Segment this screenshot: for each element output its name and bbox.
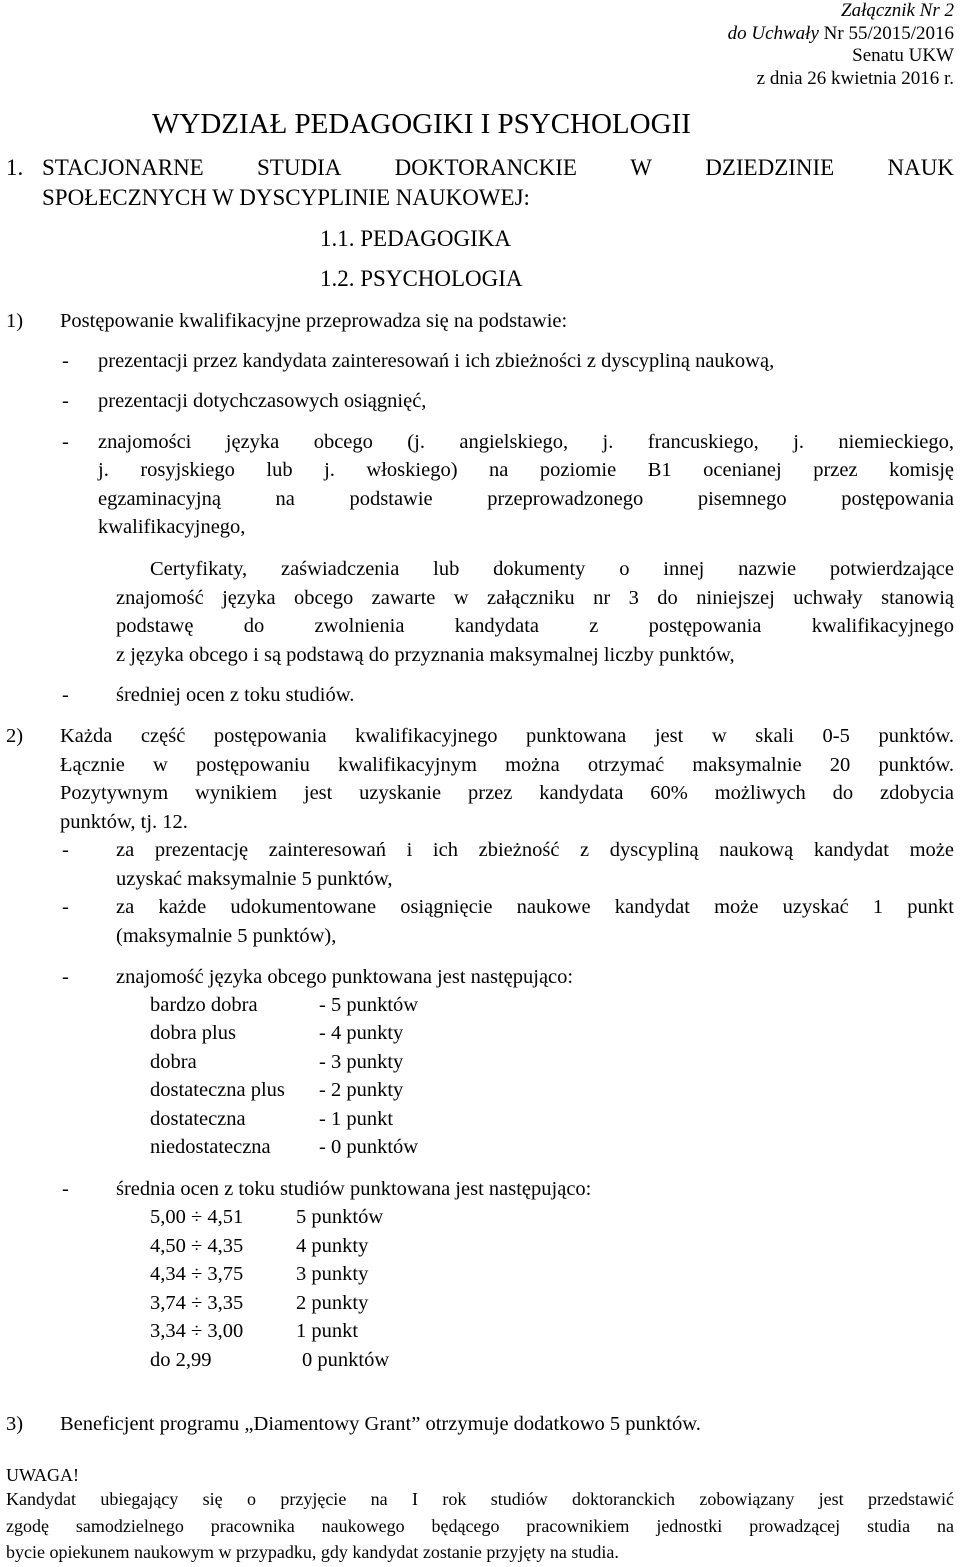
dash: - bbox=[62, 431, 69, 453]
average-points: 5 punktów bbox=[296, 1206, 384, 1228]
annex-line-1: Załącznik Nr 2 bbox=[841, 0, 954, 21]
average-points: 2 punkty bbox=[296, 1292, 369, 1314]
annex-line-2-rest: Nr 55/2015/2016 bbox=[818, 22, 954, 44]
dash: - bbox=[62, 684, 69, 706]
warning-line: zgodę samodzielnego pracownika naukowego będącego pracownikiem jednostki prowadzącej studia na bbox=[6, 1516, 954, 1536]
language-item-line: znajomości języka obcego (j. angielskiego, j. francuskiego, j. niemieckiego, bbox=[98, 431, 954, 453]
point2-line: Każda część postępowania kwalifikacyjnego punktowana jest w skali 0-5 punktów. bbox=[60, 725, 954, 747]
dash: - bbox=[62, 896, 69, 918]
title-word: NAUK bbox=[887, 155, 954, 180]
discipline-pedagogika: 1.1. PEDAGOGIKA bbox=[320, 226, 512, 251]
language-grade: niedostateczna bbox=[150, 1136, 271, 1158]
language-item-line: j. rosyjskiego lub j. włoskiego) na poziomie B1 ocenianej przez komisję bbox=[98, 459, 954, 481]
warning-line: bycie opiekunem naukowym w przypadku, gdy kandydat zostanie przyjęty na studia. bbox=[6, 1542, 619, 1562]
title-word: STACJONARNE bbox=[42, 155, 204, 180]
average-range: 5,00 ÷ 4,51 bbox=[150, 1206, 244, 1228]
average-range: 4,50 ÷ 4,35 bbox=[150, 1235, 244, 1257]
annex-line-2-italic: do Uchwały bbox=[727, 22, 819, 44]
dash: - bbox=[62, 1178, 69, 1200]
warning-label: UWAGA! bbox=[6, 1465, 79, 1485]
average-points: 1 punkt bbox=[296, 1320, 359, 1342]
point1-item-interests: prezentacji przez kandydata zainteresowań i ich zbieżności z dyscypliną naukową, bbox=[98, 350, 775, 372]
title-word: DZIEDZINIE bbox=[705, 155, 835, 180]
discipline-psychologia: 1.2. PSYCHOLOGIA bbox=[320, 266, 523, 291]
average-scoring-intro: średnia ocen z toku studiów punktowana jest następująco: bbox=[116, 1178, 592, 1200]
title-word: STUDIA bbox=[257, 155, 342, 180]
point2-line: punktów, tj. 12. bbox=[60, 811, 188, 833]
title-word: DOKTORANCKIE bbox=[394, 155, 577, 180]
average-points: 0 punktów bbox=[302, 1349, 390, 1371]
language-grade: dostateczna plus bbox=[150, 1079, 285, 1101]
language-points: - 5 punktów bbox=[319, 994, 419, 1016]
point1-intro: Postępowanie kwalifikacyjne przeprowadza się na podstawie: bbox=[60, 310, 568, 332]
language-points: - 3 punkty bbox=[319, 1051, 404, 1073]
point3-text: Beneficjent programu „Diamentowy Grant” otrzymuje dodatkowo 5 punktów. bbox=[60, 1413, 701, 1435]
average-points: 4 punkty bbox=[296, 1235, 369, 1257]
average-range: 3,74 ÷ 3,35 bbox=[150, 1292, 244, 1314]
annex-line-4: z dnia 26 kwietnia 2016 r. bbox=[756, 67, 954, 89]
language-item-line: kwalifikacyjnego, bbox=[98, 516, 246, 538]
section1-title-line1 bbox=[42, 155, 954, 181]
language-points: - 1 punkt bbox=[319, 1108, 394, 1130]
dash: - bbox=[62, 390, 69, 412]
point2-line: Łącznie w postępowaniu kwalifikacyjnym można otrzymać maksymalnie 20 punktów. bbox=[60, 754, 954, 776]
language-points: - 2 punkty bbox=[319, 1079, 404, 1101]
section1-number: 1. bbox=[6, 155, 24, 180]
annex-line-3: Senatu UKW bbox=[852, 45, 954, 66]
language-grade: dostateczna bbox=[150, 1108, 246, 1130]
warning-line: Kandydat ubiegający się o przyjęcie na I rok studiów doktoranckich zobowiązany jest przedstawić bbox=[6, 1489, 954, 1509]
average-range: do 2,99 bbox=[150, 1349, 212, 1371]
point1-number: 1) bbox=[6, 310, 24, 332]
point1-last-item: średniej ocen z toku studiów. bbox=[116, 684, 355, 706]
interests-item-line: uzyskać maksymalnie 5 punktów, bbox=[116, 868, 393, 890]
language-grade: dobra bbox=[150, 1051, 197, 1073]
dash: - bbox=[62, 966, 69, 988]
average-range: 3,34 ÷ 3,00 bbox=[150, 1320, 244, 1342]
title-word: W bbox=[630, 155, 652, 180]
language-scoring-intro: znajomość języka obcego punktowana jest następująco: bbox=[116, 966, 574, 988]
language-points: - 0 punktów bbox=[319, 1136, 419, 1158]
annex-header bbox=[728, 0, 954, 90]
average-points: 3 punkty bbox=[296, 1263, 369, 1285]
language-grade: dobra plus bbox=[150, 1022, 236, 1044]
language-grade: bardzo dobra bbox=[150, 994, 258, 1016]
point2-line: Pozytywnym wynikiem jest uzyskanie przez kandydata 60% możliwych do zdobycia bbox=[60, 782, 954, 804]
dash: - bbox=[62, 350, 69, 372]
point3-number: 3) bbox=[6, 1413, 24, 1435]
faculty-title: WYDZIAŁ PEDAGOGIKI I PSYCHOLOGII bbox=[152, 108, 691, 140]
achievement-item-line: (maksymalnie 5 punktów), bbox=[116, 925, 337, 947]
average-range: 4,34 ÷ 3,75 bbox=[150, 1263, 244, 1285]
certificate-note-line: znajomość języka obcego zawarte w załączniku nr 3 do niniejszej uchwały stanowią bbox=[116, 587, 954, 609]
certificate-note-line: podstawę do zwolnienia kandydata z postępowania kwalifikacyjnego bbox=[116, 615, 954, 637]
interests-item-line: za prezentację zainteresowań i ich zbieżność z dyscypliną naukową kandydat może bbox=[116, 839, 954, 861]
language-points: - 4 punkty bbox=[319, 1022, 404, 1044]
section1-title-line2: SPOŁECZNYCH W DYSCYPLINIE NAUKOWEJ: bbox=[42, 185, 530, 210]
point1-item-achievements: prezentacji dotychczasowych osiągnięć, bbox=[98, 390, 427, 412]
achievement-item-line: za każde udokumentowane osiągnięcie naukowe kandydat może uzyskać 1 punkt bbox=[116, 896, 954, 918]
language-item-line: egzaminacyjną na podstawie przeprowadzonego pisemnego postępowania bbox=[98, 488, 954, 510]
certificate-note-line: Certyfikaty, zaświadczenia lub dokumenty o innej nazwie potwierdzające bbox=[150, 558, 954, 580]
dash: - bbox=[62, 839, 69, 861]
point2-number: 2) bbox=[6, 725, 24, 747]
certificate-note-line: z języka obcego i są podstawą do przyznania maksymalnej liczby punktów, bbox=[116, 644, 735, 666]
